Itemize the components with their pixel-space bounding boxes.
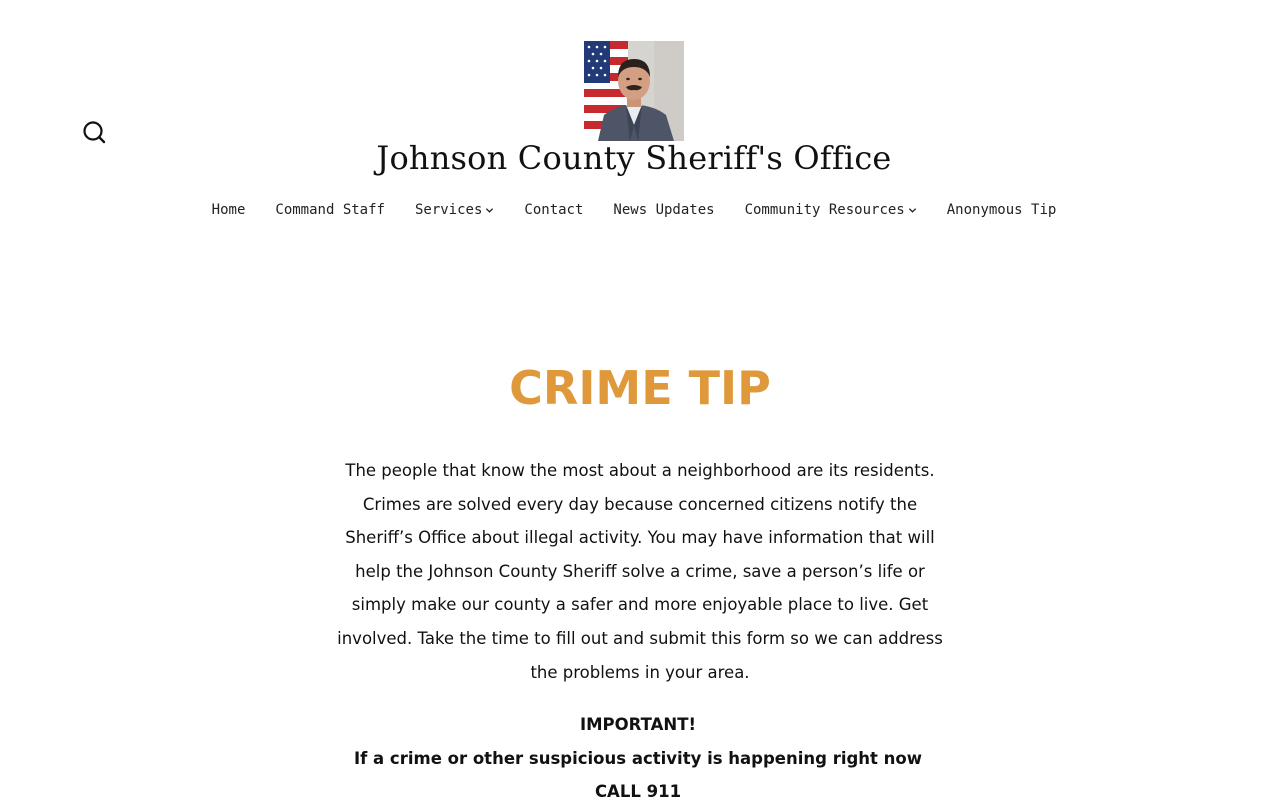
nav-item-label: Anonymous Tip [946,202,1057,218]
nav-item-services[interactable] [415,199,494,221]
call-911-text: CALL 911 [594,782,682,800]
important-title: IMPORTANT! [580,715,696,734]
page-title: CRIME TIP [509,361,771,415]
nav-item-command-staff[interactable] [275,199,385,221]
nav-item-anonymous-tip[interactable] [947,199,1057,221]
nav-item-label: Command Staff [275,202,385,218]
chevron-down-icon [908,206,917,215]
nav-item-community-resources[interactable] [745,199,917,221]
nav-item-label: Home [211,202,246,218]
intro-paragraph: The people that know the most about a neighborhood are its residents. Crimes are solved every day because concerned citizens notify the Sheriff’s Office about illegal activity. You may have information that will help the Johnson County Sheriff solve a crime, save a person’s life or simply make our county a safer and more enjoyable place to live. Get involved. Take the time to fill out and submit this form so we can address the problems in your area. [337,461,943,682]
nav-item-home[interactable] [212,199,246,221]
sheriff-portrait-image [584,41,684,141]
nav-item-news-updates[interactable] [613,199,714,221]
important-notice [0,708,1276,800]
site-logo[interactable] [584,41,684,141]
important-line: If a crime or other suspicious activity is happening right now [353,748,923,768]
chevron-down-icon [485,206,494,215]
primary-navigation [0,199,1268,221]
nav-item-label: Contact [524,202,584,218]
nav-item-label: Community Resources [744,202,905,218]
site-title[interactable]: Johnson County Sheriff's Office [376,139,892,177]
nav-item-label: News Updates [613,202,715,218]
nav-item-label: Services [414,202,483,218]
nav-item-contact[interactable] [524,199,583,221]
